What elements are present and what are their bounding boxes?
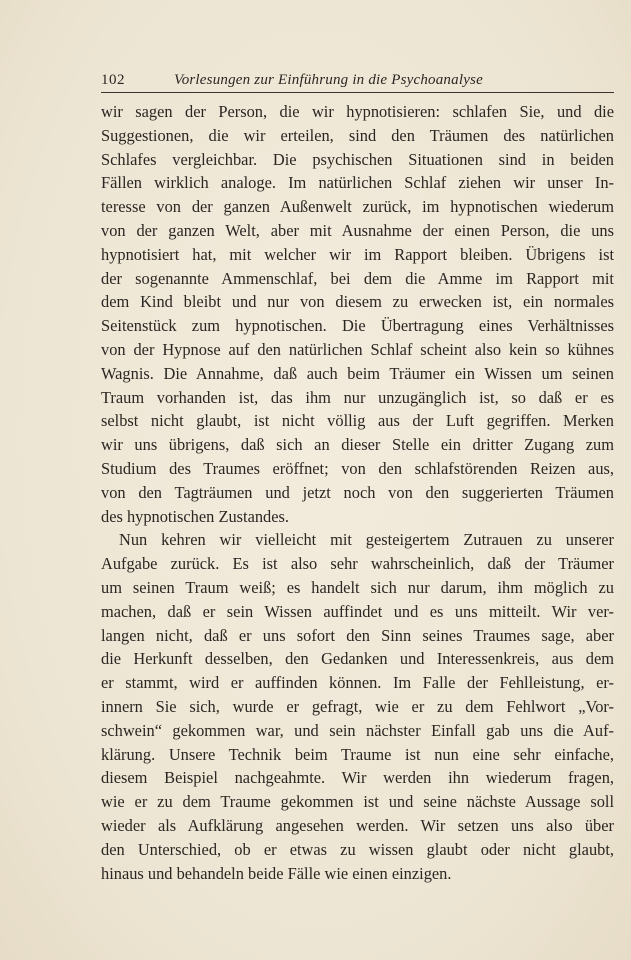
text-line: um seinen Traum weiß; es handelt sich nur darum, ihm möglich zu bbox=[101, 577, 614, 597]
text-line: teresse von der ganzen Außenwelt zurück, im hypnotischen wiederum bbox=[101, 197, 614, 217]
text-line: diesem Beispiel nachgeahmte. Wir werden ihn wiederum fragen, bbox=[101, 768, 614, 788]
text-line: Aufgabe zurück. Es ist also sehr wahrscheinlich, daß der Träumer bbox=[101, 554, 614, 574]
text-line: klärung. Unsere Technik beim Traume ist nun eine sehr einfache, bbox=[101, 744, 614, 764]
body-text bbox=[101, 100, 614, 885]
text-line: schwein“ gekommen war, und sein nächster Einfall gab uns die Auf- bbox=[101, 720, 614, 740]
text-line: hypnotisiert hat, mit welcher wir im Rapport bleiben. Übrigens ist bbox=[101, 244, 614, 264]
text-line: von der Hypnose auf den natürlichen Schlaf scheint also kein so kühnes bbox=[101, 339, 614, 359]
text-line: wie er zu dem Traume gekommen ist und seine nächste Aussage soll bbox=[101, 792, 614, 812]
text-line: Seitenstück zum hypnotischen. Die Übertragung eines Verhältnisses bbox=[101, 316, 614, 336]
paragraph-start-line: Nun kehren wir vielleicht mit gesteigertem Zutrauen zu unserer bbox=[119, 530, 614, 550]
text-line: innern Sie sich, wurde er gefragt, wie er zu dem Fehlwort „Vor- bbox=[101, 696, 614, 716]
text-line: langen nicht, daß er uns sofort den Sinn seines Traumes sage, aber bbox=[101, 625, 614, 645]
text-line: der sogenannte Ammenschlaf, bei dem die Amme im Rapport mit bbox=[101, 268, 614, 288]
paragraph-end-line: hinaus und behandeln beide Fälle wie einen einzigen. bbox=[101, 863, 452, 883]
text-line: Studium des Traumes eröffnet; von den schlafstörenden Reizen aus, bbox=[101, 458, 614, 478]
text-line: dem Kind bleibt und nur von diesem zu erwecken ist, ein normales bbox=[101, 292, 614, 312]
text-line: wieder als Aufklärung angesehen werden. Wir setzen uns also über bbox=[101, 815, 614, 835]
text-line: Traum vorhanden ist, das ihm nur unzugänglich ist, so daß er es bbox=[101, 387, 614, 407]
text-line: die Herkunft desselben, den Gedanken und Interessenkreis, aus dem bbox=[101, 649, 614, 669]
page-header bbox=[101, 70, 535, 90]
text-line: Schlafes vergleichbar. Die psychischen Situationen sind in beiden bbox=[101, 149, 614, 169]
text-line: Wagnis. Die Annahme, daß auch beim Träumer ein Wissen um seinen bbox=[101, 363, 614, 383]
text-line: von der ganzen Welt, aber mit Ausnahme der einen Person, die uns bbox=[101, 220, 614, 240]
text-line: Fällen wirklich analoge. Im natürlichen Schlaf ziehen wir unser In- bbox=[101, 173, 614, 193]
header-rule bbox=[101, 92, 614, 93]
text-line: machen, daß er sein Wissen auffindet und es uns mitteilt. Wir ver- bbox=[101, 601, 614, 621]
running-title: Vorlesungen zur Einführung in die Psychoanalyse bbox=[174, 72, 483, 88]
text-line: wir sagen der Person, die wir hypnotisieren: schlafen Sie, und die bbox=[101, 102, 614, 121]
text-line: wir uns übrigens, daß sich an dieser Stelle ein dritter Zugang zum bbox=[101, 435, 614, 455]
text-line: von den Tagträumen und jetzt noch von den suggerierten Träumen bbox=[101, 482, 614, 502]
paragraph-end-line: des hypnotischen Zustandes. bbox=[101, 506, 290, 526]
text-line: Suggestionen, die wir erteilen, sind den Träumen des natürlichen bbox=[101, 125, 614, 145]
text-line: er stammt, wird er auffinden können. Im Falle der Fehlleistung, er- bbox=[101, 673, 614, 693]
text-line: selbst nicht glaubt, ist nicht völlig aus der Luft gegriffen. Merken bbox=[101, 411, 614, 431]
page-number: 102 bbox=[101, 72, 125, 88]
text-line: den Unterschied, ob er etwas zu wissen glaubt oder nicht glaubt, bbox=[101, 839, 614, 859]
